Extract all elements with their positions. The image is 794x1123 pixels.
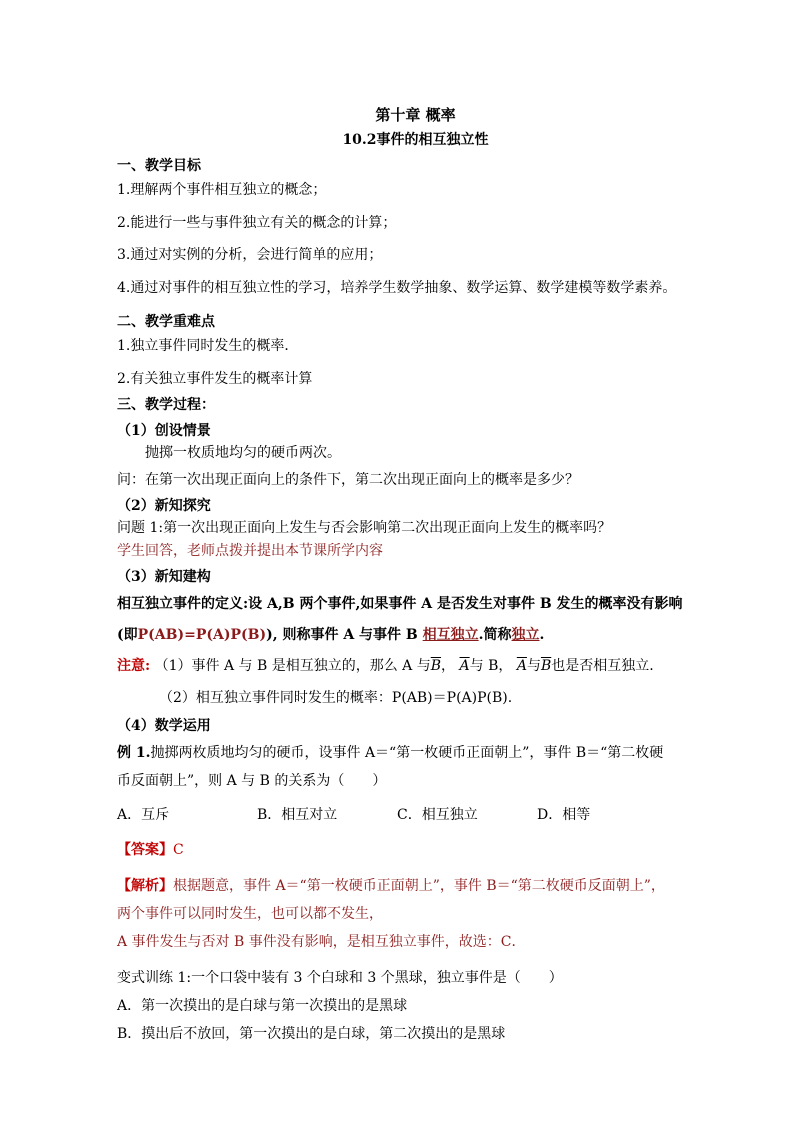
note-1-text-e: 与 [526,657,541,674]
definition-text-c: .简称 [478,627,512,644]
example-1-analysis-line-1 [117,872,714,900]
analysis-text-1: 根据题意，事件 A＝“第一枚硬币正面朝上”，事件 B＝“第二枚硬币反面朝上”， [173,878,665,895]
definition-term-independent: 相互独立 [422,627,479,644]
section-key-points: 二、教学重难点 [117,314,215,331]
key-point-1: 1.独立事件同时发生的概率． [117,338,299,355]
example-1-text-1: 抛掷两枚质地均匀的硬币，设事件 A＝“第一枚硬币正面朝上”，事件 B＝“第二枚硬 [150,744,664,761]
answer-value: C [173,842,184,859]
definition-text-b: ), 则称事件 A 与事件 B [266,627,423,644]
example-1-option-a: A．互斥 [117,806,170,823]
definition-line-2 [117,621,714,650]
note-2: （2）相互独立事件同时发生的概率：P(AB)＝P(A)P(B). [159,690,513,707]
answer-label: 【答案】 [117,842,173,859]
example-1-option-d: D．相等 [537,806,591,823]
note-1-text-a: （1）事件 A 与 B 是相互独立的，那么 A 与 [154,657,431,674]
process-step-2-heading: （2）新知探究 [117,497,211,514]
definition-formula: P(AB)=P(A)P(B) [137,627,267,644]
section-teaching-process: 三、教学过程： [117,396,215,413]
process-step-3-heading: （3）新知建构 [117,568,211,585]
variant-1-option-b: B．摸出后不放回，第一次摸出的是白球，第二次摸出的是黑球 [117,1026,506,1043]
key-point-2: 2.有关独立事件发生的概率计算 [117,370,313,387]
lesson-title: 10.2事件的相互独立性 [342,132,489,148]
note-label: 注意: [117,657,151,674]
process-step-1-question: 问：在第一次出现正面向上的条件下，第二次出现正面向上的概率是多少？ [117,472,579,489]
example-1-label: 例 1. [117,744,151,761]
definition-line-1: 相互独立事件的定义:设 A,B 两个事件,如果事件 A 是否发生对事件 B 发生的概率没有影响 [117,595,683,612]
example-1-answer [117,836,714,864]
note-1-complement-b: $\overline{B}$ [430,657,442,674]
example-1-line-1 [117,739,714,767]
note-1-complement-a-2: $\overline{A}$ [516,657,527,674]
example-1-option-b: B．相互对立 [257,806,338,823]
chapter-title: 第十章 概率 [375,106,456,124]
example-1-line-2: 币反面朝上”，则 A 与 B 的关系为（ ） [117,772,387,789]
note-1 [117,653,714,680]
process-step-1-text: 抛掷一枚质地均匀的硬币两次。 [145,444,341,461]
example-1-option-c: C．相互独立 [397,806,478,823]
definition-text-a: (即 [117,627,138,644]
process-step-4-heading: （4）数学运用 [117,717,211,734]
note-1-text-d: 与 B， [469,657,513,674]
goal-item-1: 1.理解两个事件相互独立的概念； [117,182,327,198]
variant-1-option-a: A．第一次摸出的是白球与第一次摸出的是黑球 [117,998,408,1015]
goal-item-2: 2.能进行一些与事件独立有关的概念的计算； [117,214,397,231]
note-1-text-c: ， [441,657,456,674]
note-1-complement-a: $\overline{A}$ [459,657,470,674]
note-1-complement-b-2: $\overline{B}$ [540,657,552,674]
example-1-options [117,803,714,828]
goal-item-3: 3.通过对实例的分析，会进行简单的应用； [117,247,383,264]
definition-text-d: . [539,627,545,644]
process-step-2-answer: 学生回答，老师点拨并提出本节课所学内容 [117,543,383,560]
section-teaching-goals: 一、教学目标 [117,158,201,174]
example-1-analysis-line-2: 两个事件可以同时发生，也可以都不发生， [117,906,383,923]
process-step-2-question: 问题 1:第一次出现正面向上发生与否会影响第二次出现正面向上发生的概率吗？ [117,519,612,536]
goal-item-4: 4.通过对事件的相互独立性的学习，培养学生数学抽象、数学运算、数学建模等数学素养。 [117,279,677,296]
note-1-text-f: 也是否相互独立. [551,657,654,674]
variant-1-question: 变式训练 1:一个口袋中装有 3 个白球和 3 个黑球，独立事件是（ ） [117,970,563,987]
process-step-1-heading: （1）创设情景 [117,422,211,439]
definition-term-short: 独立 [511,627,540,644]
analysis-label: 【解析】 [117,878,173,895]
example-1-analysis-line-3: A 事件发生与否对 B 事件没有影响，是相互独立事件，故选：C． [117,934,526,951]
